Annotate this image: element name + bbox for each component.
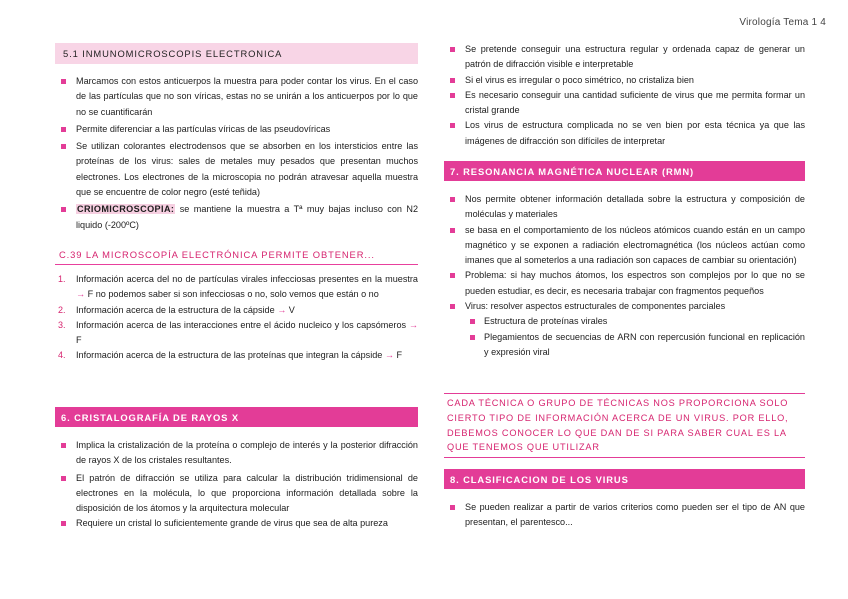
arrow-right-icon: →	[384, 350, 394, 361]
square-bullet-icon	[61, 476, 66, 481]
square-bullet-icon	[61, 144, 66, 149]
list-item: Se utilizan colorantes electrodensos que se absorben en los intersticios entre las proteínas de los virus: sales de metales muy pesados que presentan muchos electrones. Los electrones de la microscopia no podrán atravesar aquella muestra que se encuentre de color negro (esté teñida)	[55, 139, 418, 200]
list-subitem: Plegamientos de secuencias de ARN con repercusión funcional en replicación y expresión viral	[444, 330, 805, 361]
square-bullet-icon	[470, 319, 475, 324]
list-item: 1. Información acerca del no de partículas virales infecciosas presentes en la muestra → F no podemos saber si son infecciosas o no, solo vemos que están o no	[58, 274, 418, 300]
list-item: Marcamos con estos anticuerpos la muestra para poder contar los virus. En el caso de las partículas que no son víricas, estas no se unirán a los anticuerpos por lo que no se cuantificarán	[55, 74, 418, 120]
list-subitem: Estructura de proteínas virales	[444, 314, 805, 329]
list-item: Requiere un cristal lo suficientemente grande de virus que sea de alta pureza	[55, 516, 418, 531]
section-title-cristalografia: 6. CRISTALOGRAFÍA DE RAYOS X	[55, 407, 418, 427]
square-bullet-icon	[450, 505, 455, 510]
callout-box: CADA TÉCNICA O GRUPO DE TÉCNICAS NOS PROPORCIONA SOLO CIERTO TIPO DE INFORMACIÓN ACERCA DE UN VIRUS. POR ELLO, DEBEMOS CONOCER LO QUE DAN DE SI PARA SABER CUAL ES LA QUE TENEMOS QUE UTILIZAR	[444, 393, 805, 458]
list-item: 4. Información acerca de la estructura de las proteínas que integran la cápside → F	[58, 350, 403, 361]
list-item: Problema: si hay muchos átomos, los espectros son complejos por lo que no se pueden estudiar, es decir, es necesaria trabajar con fragmentos pequeños	[444, 268, 805, 299]
square-bullet-icon	[470, 335, 475, 340]
list-item: Virus: resolver aspectos estructurales de componentes parciales	[444, 299, 805, 314]
list-item: Se pretende conseguir una estructura regular y ordenada capaz de generar un patrón de difracción visible e interpretable	[444, 42, 805, 73]
square-bullet-icon	[61, 127, 66, 132]
list-item: Es necesario conseguir una cantidad suficiente de virus que me permita formar un cristal grande	[444, 88, 805, 119]
list-item: Se pueden realizar a partir de varios criterios como pueden ser el tipo de AN que presentan, el parentesco...	[444, 500, 805, 531]
list-item: El patrón de difracción se utiliza para calcular la distribución tridimensional de electrones en la molécula, lo que proporciona información detallada sobre la disposición de los átomos y la arquitectura molecular	[55, 471, 418, 517]
square-bullet-icon	[450, 78, 455, 83]
list-rmn	[444, 192, 805, 360]
arrow-right-icon: →	[277, 304, 287, 315]
numbered-list-microscopia	[55, 272, 418, 364]
list-item: se basa en el comportamiento de los núcleos atómicos cuando están en un campo magnético y se exponen a radiación electromagnética (los núcleos actúan como imanes que al someterlos a una radiación son capaces de cambiar su orientación)	[444, 223, 805, 269]
list-item: 3. Información acerca de las interacciones entre el ácido nucleico y los capsómeros → F	[58, 319, 418, 346]
list-item: Permite diferenciar a las partículas víricas de las pseudovíricas	[55, 122, 418, 137]
square-bullet-icon	[450, 304, 455, 309]
list-cristalografia-continued	[444, 42, 805, 149]
list-item: 2. Información acerca de la estructura de la cápside → V	[58, 304, 295, 315]
square-bullet-icon	[61, 79, 66, 84]
square-bullet-icon	[61, 207, 66, 212]
list-cristalografia	[55, 438, 418, 532]
square-bullet-icon	[450, 228, 455, 233]
section-title-clasificacion: 8. CLASIFICACION DE LOS VIRUS	[444, 469, 805, 489]
list-item: Los virus de estructura complicada no se ven bien por esta técnica ya que las imágenes de difracción son difíciles de interpretar	[444, 118, 805, 149]
square-bullet-icon	[61, 443, 66, 448]
square-bullet-icon	[61, 521, 66, 526]
arrow-right-icon: →	[76, 289, 86, 300]
square-bullet-icon	[450, 123, 455, 128]
list-item: Implica la cristalización de la proteína o complejo de interés y la posterior difracción de rayos X de los cristales resultantes.	[55, 438, 418, 469]
list-item: CRIOMICROSCOPIA: se mantiene la muestra a Tª muy bajas incluso con N2 liquido (-200ºC)	[55, 202, 418, 233]
list-inmunomicroscopia	[55, 74, 418, 233]
list-item: Si el virus es irregular o poco simétrico, no cristaliza bien	[444, 73, 805, 88]
square-bullet-icon	[450, 93, 455, 98]
page-header: Virología Tema 1 4	[739, 17, 826, 28]
square-bullet-icon	[450, 197, 455, 202]
keyword-criomicroscopia: CRIOMICROSCOPIA:	[77, 204, 175, 215]
section-title-rmn: 7. RESONANCIA MAGNÉTICA NUCLEAR (RMN)	[444, 161, 805, 181]
section-title-microscopia-obtener: C.39 LA MICROSCOPÍA ELECTRÓNICA PERMITE OBTENER...	[55, 245, 418, 265]
section-title-inmunomicroscopia: 5.1 INMUNOMICROSCOPIS ELECTRONICA	[55, 43, 418, 64]
square-bullet-icon	[450, 273, 455, 278]
square-bullet-icon	[450, 47, 455, 52]
arrow-right-icon: →	[408, 319, 418, 330]
list-clasificacion	[444, 500, 805, 531]
list-item: Nos permite obtener información detallada sobre la estructura y composición de moléculas y materiales	[444, 192, 805, 223]
